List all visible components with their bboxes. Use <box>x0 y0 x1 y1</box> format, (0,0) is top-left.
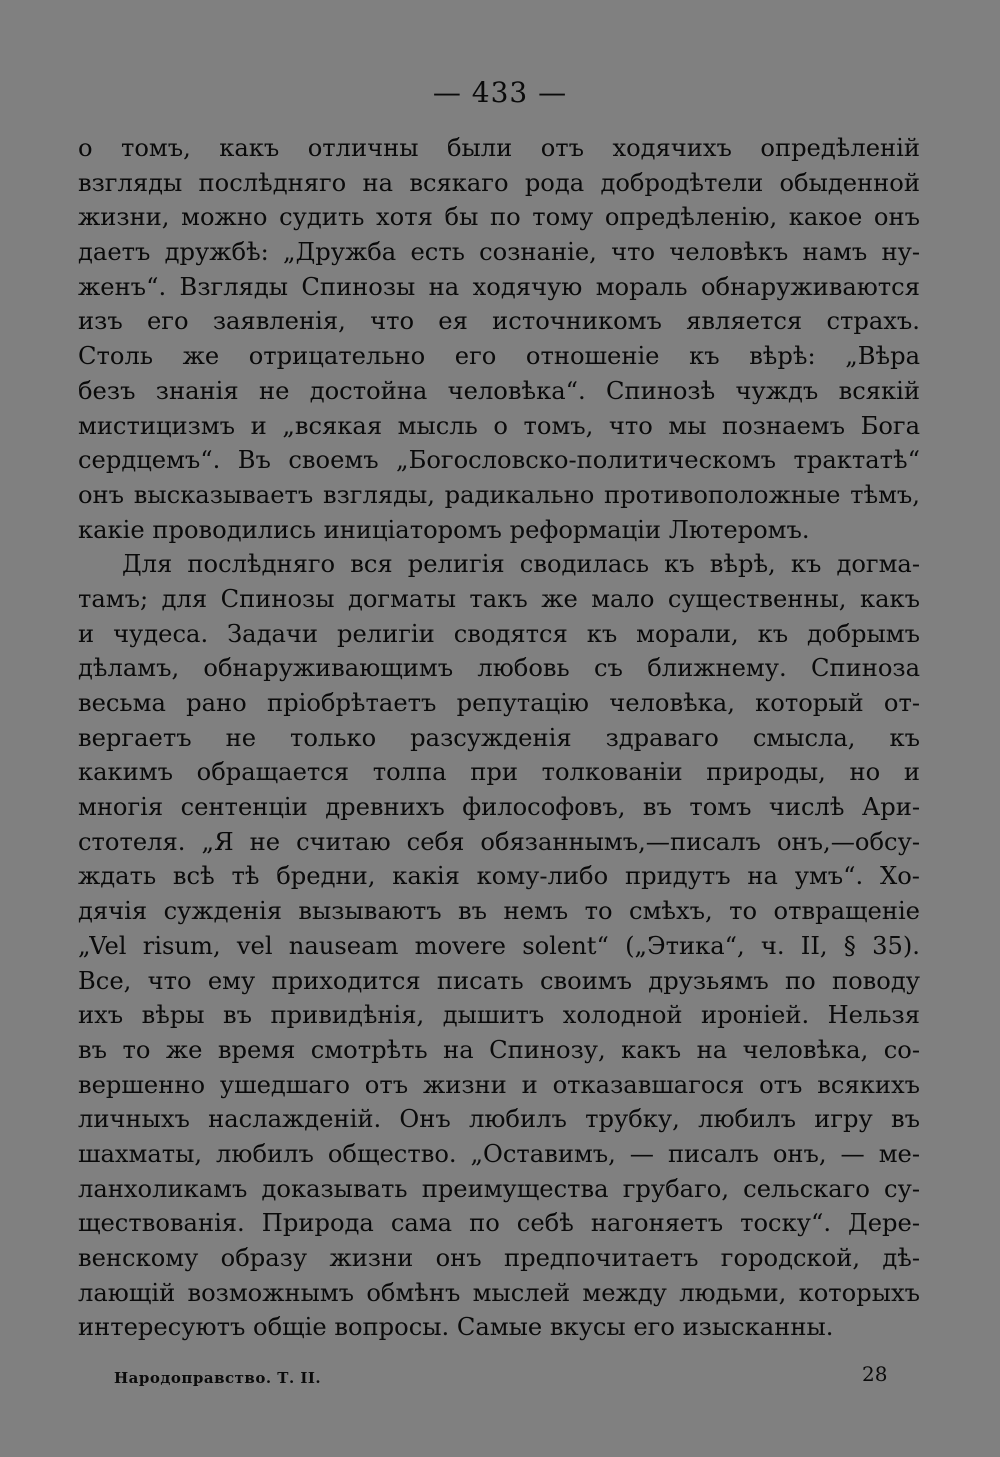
paragraph <box>78 547 920 1345</box>
text-line: дячія сужденія вызываютъ въ немъ то смѣхъ, то отвращеніе <box>78 897 920 926</box>
text-line: и чудеса. Задачи религіи сводятся къ морали, къ добрымъ <box>78 619 920 648</box>
text-line: личныхъ наслажденій. Онъ любилъ трубку, любилъ игру въ <box>78 1105 920 1134</box>
text-line: вершенно ушедшаго отъ жизни и отказавшагося отъ всякихъ <box>78 1070 920 1099</box>
text-line: весьма рано пріобрѣтаетъ репутацію человѣка, который от- <box>78 689 920 717</box>
text-line: тамъ; для Спинозы догматы такъ же мало существенны, какъ <box>78 584 920 613</box>
text-line: ждать всѣ тѣ бредни, какія кому-либо придутъ на умъ“. Хо- <box>78 862 920 891</box>
page-number: — 433 — <box>432 76 568 109</box>
text-line: многія сентенціи древнихъ философовъ, въ томъ числѣ Ари- <box>78 793 920 822</box>
text-line: стотеля. „Я не считаю себя обязаннымъ,—писалъ онъ,—обсу- <box>78 827 920 856</box>
text-line: лающій возможнымъ обмѣнъ мыслей между людьми, которыхъ <box>78 1278 920 1307</box>
paragraph <box>78 131 920 547</box>
text-line: ихъ вѣры въ привидѣнія, дышитъ холодной ироніей. Нельзя <box>78 1001 920 1030</box>
text-line: шахматы, любилъ общество. „Оставимъ, — писалъ онъ, — ме- <box>78 1139 920 1168</box>
text-line: женъ“. Взгляды Спинозы на ходячую мораль обнаруживаются <box>78 272 920 301</box>
text-line: дѣламъ, обнаруживающимъ любовь съ ближнему. Спиноза <box>78 654 920 683</box>
text-line: жизни, можно судить хотя бы по тому опредѣленію, какое онъ <box>78 203 920 232</box>
text-line: интересуютъ общіе вопросы. Самые вкусы его изысканны. <box>78 1313 834 1342</box>
text-line: венскому образу жизни онъ предпочитаетъ городской, дѣ- <box>78 1244 920 1272</box>
text-line: ществованія. Природа сама по себѣ нагоняетъ тоску“. Дере- <box>78 1209 920 1238</box>
text-line: Столь же отрицательно его отношеніе къ вѣрѣ: „Вѣра <box>78 342 920 371</box>
footer-signature: Народоправство. Т. II. <box>114 1369 322 1387</box>
text-line: онъ высказываетъ взгляды, радикально противоположные тѣмъ, <box>78 480 920 509</box>
text-line: какимъ обращается толпа при толкованіи природы, но и <box>78 758 920 787</box>
text-line: о томъ, какъ отличны были отъ ходячихъ опредѣленій <box>78 134 920 162</box>
text-line: какіе проводились иниціаторомъ реформаціи Лютеромъ. <box>78 515 810 544</box>
text-line: взгляды послѣдняго на всякаго рода добродѣтели обыденной <box>78 168 920 197</box>
text-line: Для послѣдняго вся религія сводилась къ вѣрѣ, къ догма- <box>122 550 920 579</box>
text-line: безъ знанія не достойна человѣка“. Спинозѣ чуждъ всякій <box>78 376 920 405</box>
body-text <box>78 131 920 1345</box>
footer-sheet-number: 28 <box>862 1362 888 1386</box>
text-line: Все, что ему приходится писать своимъ друзьямъ по поводу <box>78 966 920 995</box>
text-line: изъ его заявленія, что ея источникомъ является страхъ. <box>78 307 920 336</box>
text-line: сердцемъ“. Въ своемъ „Богословско-политическомъ трактатѣ“ <box>78 446 920 475</box>
text-line: вергаетъ не только разсужденія здраваго смысла, къ <box>78 723 920 752</box>
text-line: „Vel risum, vel nauseam movere solent“ („Этика“, ч. II, § 35). <box>78 931 920 960</box>
text-line: мистицизмъ и „всякая мысль о томъ, что мы познаемъ Бога <box>78 411 920 440</box>
text-line: ланхоликамъ доказывать преимущества грубаго, сельскаго су- <box>78 1174 920 1203</box>
text-line: даетъ дружбѣ: „Дружба есть сознаніе, что человѣкъ намъ ну- <box>78 238 920 267</box>
text-line: въ то же время смотрѣть на Спинозу, какъ на человѣка, со- <box>78 1035 920 1064</box>
